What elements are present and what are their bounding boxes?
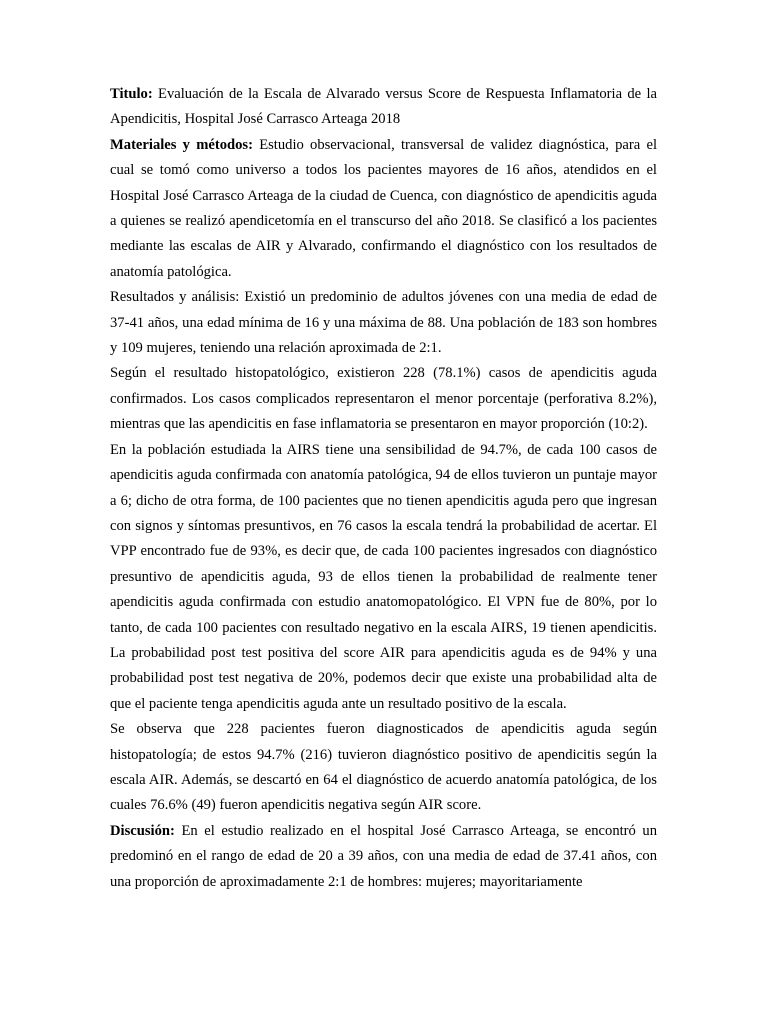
- paragraph-text: Se observa que 228 pacientes fueron diagnosticados de apendicitis aguda según histopatología; de estos 94.7% (216) tuvieron diagnóstico positivo de apendicitis según la escala AIR. Además, se descartó en 64 el diagnóstico de acuerdo anatomía patológica, de los cuales 76.6% (49) fueron apendicitis negativa según AIR score.: [110, 721, 657, 814]
- paragraph-methods: [110, 133, 657, 285]
- paragraph-diagnosis: [110, 717, 657, 819]
- paragraph-text: En la población estudiada la AIRS tiene una sensibilidad de 94.7%, de cada 100 casos de apendicitis aguda confirmada con anatomía patológica, 94 de ellos tuvieron un puntaje mayor a 6; dicho de otra forma, de 100 pacientes que no tienen apendicitis aguda pero que ingresan con signos y síntomas presuntivos, en 76 casos la escala tendrá la probabilidad de acertar. El VPP encontrado fue de 93%, es decir que, de cada 100 pacientes ingresados con diagnóstico presuntivo de apendicitis aguda, 93 de ellos tienen la probabilidad de realmente tener apendicitis aguda confirmada con estudio anatomopatológico. El VPN fue de 80%, por lo tanto, de cada 100 pacientes con resultado negativo en la escala AIRS, 19 tienen apendicitis. La probabilidad post test positiva del score AIR para apendicitis aguda es de 94% y una probabilidad post test negativa de 20%, podemos decir que existe una probabilidad alta de que el paciente tenga apendicitis aguda ante un resultado positivo de la escala.: [110, 441, 657, 712]
- paragraph-text: Según el resultado histopatológico, existieron 228 (78.1%) casos de apendicitis aguda confirmados. Los casos complicados representaron el menor porcentaje (perforativa 8.2%), mientras que las apendicitis en fase inflamatoria se presentaron en mayor proporción (10:2).: [110, 365, 657, 433]
- document-body: [110, 82, 657, 895]
- paragraph-histopathology: [110, 361, 657, 437]
- paragraph-label: Discusión:: [110, 822, 175, 839]
- paragraph-results: [110, 285, 657, 361]
- paragraph-label: Titulo:: [110, 86, 153, 102]
- paragraph-text: Estudio observacional, transversal de validez diagnóstica, para el cual se tomó como universo a todos los pacientes mayores de 16 años, atendidos en el Hospital José Carrasco Arteaga de la ciudad de Cuenca, con diagnóstico de apendicitis aguda a quienes se realizó apendicetomía en el transcurso del año 2018. Se clasificó a los pacientes mediante las escalas de AIR y Alvarado, confirmando el diagnóstico con los resultados de anatomía patológica.: [110, 136, 657, 280]
- paragraph-text: Resultados y análisis: Existió un predominio de adultos jóvenes con una media de edad de 37-41 años, una edad mínima de 16 y una máxima de 88. Una población de 183 son hombres y 109 mujeres, teniendo una relación aproximada de 2:1.: [110, 289, 657, 357]
- paragraph-text: En el estudio realizado en el hospital José Carrasco Arteaga, se encontró un predominó en el rango de edad de 20 a 39 años, con una media de edad de 37.41 años, con una proporción de aproximadamente 2:1 de hombres: mujeres; mayoritariamente: [110, 822, 657, 890]
- paragraph-label: Materiales y métodos:: [110, 136, 253, 153]
- paragraph-sensitivity: [110, 438, 657, 717]
- paragraph-discussion: [110, 819, 657, 895]
- paragraph-title: [110, 82, 657, 133]
- paragraph-text: Evaluación de la Escala de Alvarado versus Score de Respuesta Inflamatoria de la Apendicitis, Hospital José Carrasco Arteaga 2018: [110, 86, 657, 128]
